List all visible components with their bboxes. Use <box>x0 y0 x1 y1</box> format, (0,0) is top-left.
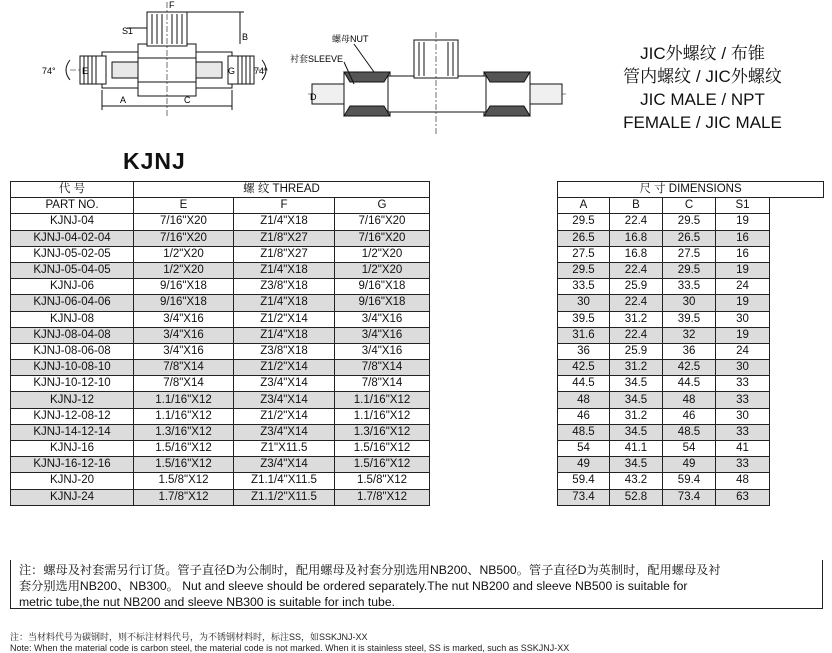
label-e: E <box>82 66 89 76</box>
ordering-note <box>10 560 823 609</box>
cell-e: 1/2"X20 <box>134 262 234 278</box>
angle-left: 74° <box>42 66 56 76</box>
cell-f: Z1/2"X14 <box>234 311 335 327</box>
table-row <box>11 246 824 262</box>
header-a: A <box>558 198 610 214</box>
label-f: F <box>169 0 175 10</box>
header-thread: 螺 纹 THREAD <box>134 182 430 198</box>
cell-a: 27.5 <box>558 246 610 262</box>
cell-a: 46 <box>558 408 610 424</box>
cell-part: KJNJ-04-02-04 <box>11 230 134 246</box>
cell-s1: 24 <box>716 279 770 295</box>
cell-a: 33.5 <box>558 279 610 295</box>
cell-c: 59.4 <box>663 473 716 489</box>
spec-table <box>10 181 824 506</box>
cell-g: 3/4"X16 <box>335 311 430 327</box>
cell-s1: 33 <box>716 392 770 408</box>
cell-e: 7/8"X14 <box>134 376 234 392</box>
cell-part: KJNJ-08 <box>11 311 134 327</box>
table-row <box>11 441 824 457</box>
cell-part: KJNJ-12 <box>11 392 134 408</box>
cell-g: 1.1/16"X12 <box>335 408 430 424</box>
cell-b: 22.4 <box>610 214 663 230</box>
cell-c: 54 <box>663 441 716 457</box>
label-g: G <box>228 66 236 76</box>
cell-f: Z1.1/2"X11.5 <box>234 489 335 505</box>
cell-c: 32 <box>663 327 716 343</box>
cell-g: 1.7/8"X12 <box>335 489 430 505</box>
cell-s1: 19 <box>716 262 770 278</box>
header-c: C <box>663 198 716 214</box>
cell-part: KJNJ-14-12-14 <box>11 424 134 440</box>
note-line-2: 套分别选用NB200、NB300。 Nut and sleeve should be ordered separately.The nut NB200 and sleeve NB500 is suitable for <box>19 579 688 593</box>
cell-c: 26.5 <box>663 230 716 246</box>
cell-s1: 19 <box>716 327 770 343</box>
cell-b: 34.5 <box>610 457 663 473</box>
header-b: B <box>610 198 663 214</box>
cell-a: 29.5 <box>558 262 610 278</box>
cell-c: 44.5 <box>663 376 716 392</box>
cell-c: 39.5 <box>663 311 716 327</box>
footnote-cn: 注：当材料代号为碳钢时，则不标注材料代号，为不锈钢材料时，标注SS，如SSKJNJ-XX <box>10 632 368 642</box>
cell-g: 7/16"X20 <box>335 230 430 246</box>
cell-b: 34.5 <box>610 424 663 440</box>
assembly-drawing <box>288 30 576 138</box>
cell-b: 25.9 <box>610 343 663 359</box>
cell-b: 31.2 <box>610 408 663 424</box>
cell-s1: 30 <box>716 360 770 376</box>
cell-part: KJNJ-12-08-12 <box>11 408 134 424</box>
cell-e: 3/4"X16 <box>134 327 234 343</box>
sleeve-label: 衬套SLEEVE <box>290 54 344 64</box>
cell-s1: 16 <box>716 230 770 246</box>
cell-g: 1.3/16"X12 <box>335 424 430 440</box>
cell-part: KJNJ-08-06-08 <box>11 343 134 359</box>
cell-e: 1.5/8"X12 <box>134 473 234 489</box>
cell-g: 9/16"X18 <box>335 295 430 311</box>
cell-b: 34.5 <box>610 376 663 392</box>
table-row <box>11 279 824 295</box>
cell-c: 29.5 <box>663 214 716 230</box>
material-footnote <box>10 630 569 653</box>
cell-c: 30 <box>663 295 716 311</box>
table-row <box>11 473 824 489</box>
label-a: A <box>120 95 127 105</box>
cell-b: 34.5 <box>610 392 663 408</box>
table-row <box>11 343 824 359</box>
cell-f: Z3/4"X14 <box>234 376 335 392</box>
cell-a: 26.5 <box>558 230 610 246</box>
cell-e: 9/16"X18 <box>134 279 234 295</box>
cell-c: 27.5 <box>663 246 716 262</box>
cell-g: 1.1/16"X12 <box>335 392 430 408</box>
cell-c: 36 <box>663 343 716 359</box>
cell-g: 1/2"X20 <box>335 246 430 262</box>
cell-a: 59.4 <box>558 473 610 489</box>
cell-a: 39.5 <box>558 311 610 327</box>
cell-a: 42.5 <box>558 360 610 376</box>
table-row <box>11 424 824 440</box>
table-row <box>11 376 824 392</box>
cell-f: Z1/4"X18 <box>234 295 335 311</box>
table-row <box>11 295 824 311</box>
model-name: KJNJ <box>123 148 186 174</box>
cell-part: KJNJ-10-12-10 <box>11 376 134 392</box>
cell-e: 9/16"X18 <box>134 295 234 311</box>
cell-g: 3/4"X16 <box>335 327 430 343</box>
cell-a: 49 <box>558 457 610 473</box>
cell-g: 1.5/8"X12 <box>335 473 430 489</box>
cell-b: 16.8 <box>610 246 663 262</box>
cell-a: 36 <box>558 343 610 359</box>
cell-b: 52.8 <box>610 489 663 505</box>
cell-g: 1.5/16"X12 <box>335 457 430 473</box>
cell-s1: 16 <box>716 246 770 262</box>
cell-part: KJNJ-16-12-16 <box>11 457 134 473</box>
cell-f: Z3/8"X18 <box>234 343 335 359</box>
cell-e: 7/16"X20 <box>134 214 234 230</box>
table-row <box>11 408 824 424</box>
title-line-4: FEMALE / JIC MALE <box>623 113 782 132</box>
cell-a: 30 <box>558 295 610 311</box>
cell-c: 46 <box>663 408 716 424</box>
title-line-1: JIC外螺纹 / 布锥 <box>640 44 765 63</box>
cell-a: 29.5 <box>558 214 610 230</box>
cell-e: 3/4"X16 <box>134 343 234 359</box>
cell-f: Z1.1/4"X11.5 <box>234 473 335 489</box>
header-code-cn: 代 号 <box>11 182 134 198</box>
label-b: B <box>242 32 249 42</box>
cell-c: 33.5 <box>663 279 716 295</box>
label-s1: S1 <box>122 26 134 36</box>
cell-part: KJNJ-06 <box>11 279 134 295</box>
cell-f: Z3/8"X18 <box>234 279 335 295</box>
cell-f: Z3/4"X14 <box>234 457 335 473</box>
cell-s1: 24 <box>716 343 770 359</box>
cell-a: 48.5 <box>558 424 610 440</box>
cell-f: Z1/8"X27 <box>234 230 335 246</box>
cell-b: 31.2 <box>610 311 663 327</box>
title-line-3: JIC MALE / NPT <box>640 90 765 109</box>
cell-b: 43.2 <box>610 473 663 489</box>
cell-part: KJNJ-05-04-05 <box>11 262 134 278</box>
fitting-dimension-drawing <box>40 0 290 122</box>
cell-s1: 63 <box>716 489 770 505</box>
header-g: G <box>335 198 430 214</box>
cell-c: 48 <box>663 392 716 408</box>
angle-right: 74° <box>254 66 268 76</box>
table-row <box>11 392 824 408</box>
cell-b: 25.9 <box>610 279 663 295</box>
cell-s1: 30 <box>716 408 770 424</box>
cell-b: 22.4 <box>610 295 663 311</box>
label-d: D <box>310 92 317 102</box>
table-row <box>11 214 824 230</box>
cell-part: KJNJ-06-04-06 <box>11 295 134 311</box>
cell-f: Z1/2"X14 <box>234 408 335 424</box>
header-part-no: PART NO. <box>11 198 134 214</box>
cell-a: 73.4 <box>558 489 610 505</box>
cell-g: 7/8"X14 <box>335 376 430 392</box>
cell-c: 42.5 <box>663 360 716 376</box>
cell-g: 7/16"X20 <box>335 214 430 230</box>
cell-s1: 48 <box>716 473 770 489</box>
cell-b: 16.8 <box>610 230 663 246</box>
header-e: E <box>134 198 234 214</box>
nut-label: 螺母NUT <box>332 34 369 44</box>
cell-s1: 30 <box>716 311 770 327</box>
cell-b: 41.1 <box>610 441 663 457</box>
cell-g: 3/4"X16 <box>335 343 430 359</box>
cell-a: 44.5 <box>558 376 610 392</box>
cell-e: 7/8"X14 <box>134 360 234 376</box>
label-c: C <box>184 95 191 105</box>
cell-b: 22.4 <box>610 327 663 343</box>
cell-g: 9/16"X18 <box>335 279 430 295</box>
table-row <box>11 457 824 473</box>
cell-part: KJNJ-10-08-10 <box>11 360 134 376</box>
cell-b: 31.2 <box>610 360 663 376</box>
cell-e: 1.5/16"X12 <box>134 441 234 457</box>
cell-e: 1.1/16"X12 <box>134 392 234 408</box>
cell-e: 1.1/16"X12 <box>134 408 234 424</box>
cell-g: 1.5/16"X12 <box>335 441 430 457</box>
cell-c: 48.5 <box>663 424 716 440</box>
cell-f: Z1/4"X18 <box>234 262 335 278</box>
cell-c: 29.5 <box>663 262 716 278</box>
cell-f: Z1/8"X27 <box>234 246 335 262</box>
header-f: F <box>234 198 335 214</box>
header-dimensions: 尺 寸 DIMENSIONS <box>558 182 824 198</box>
cell-f: Z1"X11.5 <box>234 441 335 457</box>
cell-s1: 33 <box>716 457 770 473</box>
cell-g: 7/8"X14 <box>335 360 430 376</box>
cell-g: 1/2"X20 <box>335 262 430 278</box>
table-row <box>11 230 824 246</box>
cell-e: 1.3/16"X12 <box>134 424 234 440</box>
table-row <box>11 489 824 505</box>
cell-s1: 19 <box>716 295 770 311</box>
header-s1: S1 <box>716 198 770 214</box>
cell-f: Z1/4"X18 <box>234 214 335 230</box>
cell-s1: 41 <box>716 441 770 457</box>
cell-part: KJNJ-16 <box>11 441 134 457</box>
cell-e: 1/2"X20 <box>134 246 234 262</box>
cell-s1: 33 <box>716 424 770 440</box>
cell-f: Z1/4"X18 <box>234 327 335 343</box>
cell-c: 73.4 <box>663 489 716 505</box>
cell-b: 22.4 <box>610 262 663 278</box>
cell-f: Z3/4"X14 <box>234 424 335 440</box>
cell-f: Z1/2"X14 <box>234 360 335 376</box>
table-row <box>11 360 824 376</box>
cell-e: 1.7/8"X12 <box>134 489 234 505</box>
cell-a: 54 <box>558 441 610 457</box>
cell-e: 7/16"X20 <box>134 230 234 246</box>
product-title <box>590 42 815 134</box>
title-line-2: 管内螺纹 / JIC外螺纹 <box>623 67 782 86</box>
note-line-1: 注：螺母及衬套需另行订货。管子直径D为公制时，配用螺母及衬套分别选用NB200、NB500。管子直径D为英制时，配用螺母及衬 <box>19 563 721 577</box>
cell-part: KJNJ-08-04-08 <box>11 327 134 343</box>
table-row <box>11 311 824 327</box>
cell-e: 3/4"X16 <box>134 311 234 327</box>
cell-part: KJNJ-24 <box>11 489 134 505</box>
cell-s1: 33 <box>716 376 770 392</box>
cell-a: 48 <box>558 392 610 408</box>
cell-e: 1.5/16"X12 <box>134 457 234 473</box>
cell-a: 31.6 <box>558 327 610 343</box>
cell-part: KJNJ-04 <box>11 214 134 230</box>
cell-f: Z3/4"X14 <box>234 392 335 408</box>
cell-c: 49 <box>663 457 716 473</box>
table-row <box>11 262 824 278</box>
note-line-3: metric tube,the nut NB200 and sleeve NB300 is suitable for inch tube. <box>19 595 396 609</box>
cell-part: KJNJ-20 <box>11 473 134 489</box>
table-row <box>11 327 824 343</box>
cell-part: KJNJ-05-02-05 <box>11 246 134 262</box>
cell-s1: 19 <box>716 214 770 230</box>
footnote-en: Note: When the material code is carbon steel, the material code is not marked. When it is stainless steel, SS is marked, such as SSKJNJ-XX <box>10 643 570 653</box>
